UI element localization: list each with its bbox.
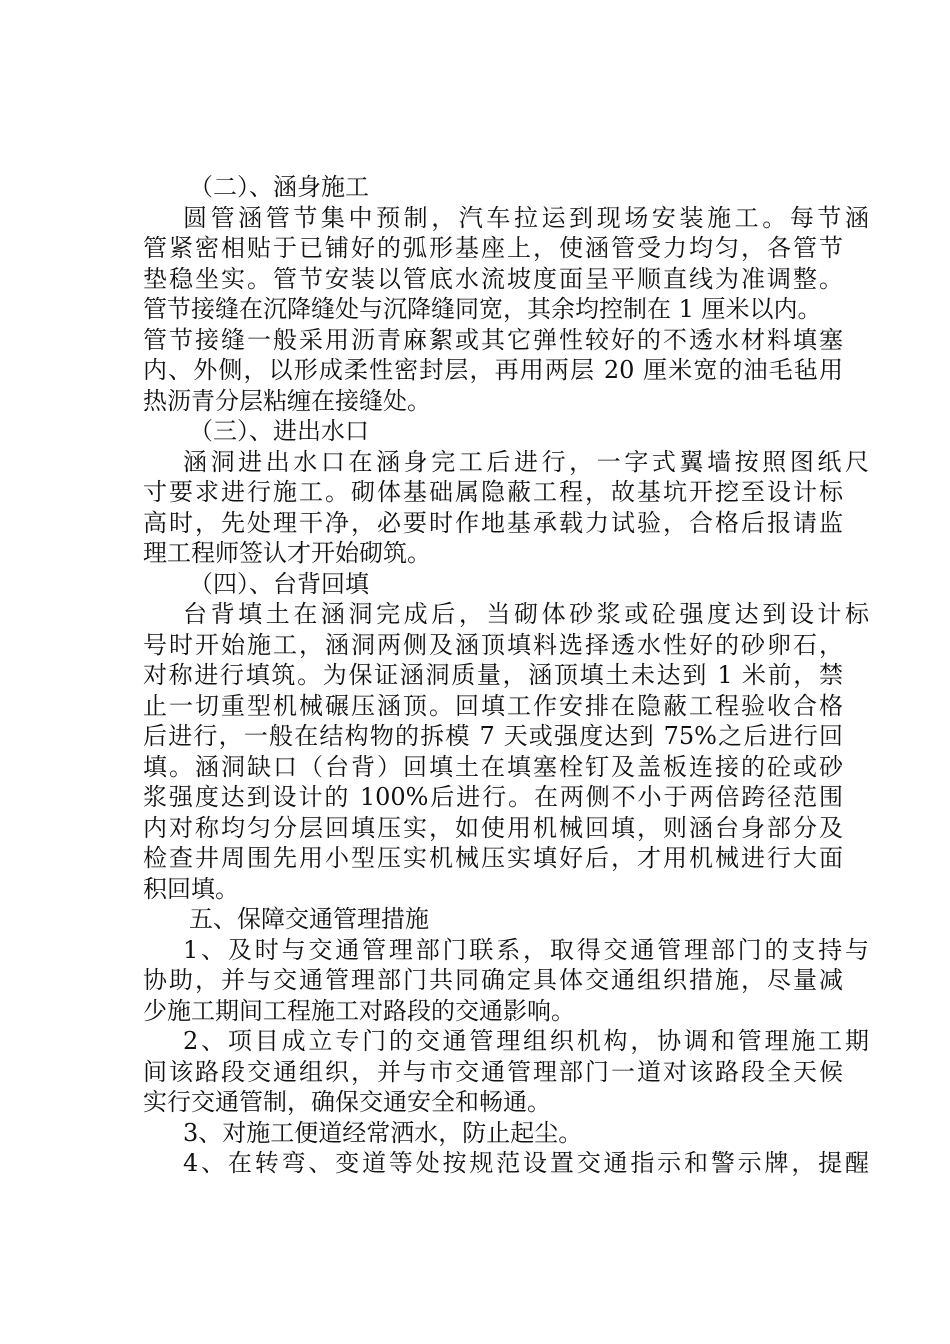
list-item-1-line: 少施工期间工程施工对路段的交通影响。	[143, 996, 575, 1025]
paragraph-line: 圆管涵管节集中预制，汽车拉运到现场安装施工。每节涵	[183, 203, 869, 232]
paragraph-line: 止一切重型机械碾压涵顶。回填工作安排在隐蔽工程验收合格	[143, 691, 843, 720]
paragraph-line: 管节接缝在沉降缝处与沉降缝同宽，其余均控制在 1 厘米以内。	[143, 295, 822, 323]
paragraph-line: 检查井周围先用小型压实机械压实填好后，才用机械进行大面	[143, 844, 843, 872]
paragraph-line: 涵洞进出水口在涵身完工后进行，一字式翼墙按照图纸尺	[183, 447, 869, 476]
list-item-2-line: 间该路段交通组织，并与市交通管理部门一道对该路段全天候	[143, 1057, 843, 1086]
list-item-1-line: 1、及时与交通管理部门联系，取得交通管理部门的支持与	[183, 935, 869, 964]
paragraph-line: 浆强度达到设计的 100%后进行。在两侧不小于两倍跨径范围	[143, 783, 843, 811]
section-heading-traffic-measures: 五、保障交通管理措施	[189, 905, 429, 933]
paragraph-line: 号时开始施工，涵洞两侧及涵顶填料选择透水性好的砂卵石，	[143, 630, 843, 659]
section-heading-culvert-body: （二）、涵身施工	[189, 173, 369, 201]
paragraph-line: 填。涵洞缺口（台背）回填土在填塞栓钉及盖板连接的砼或砂	[143, 752, 843, 781]
paragraph-line: 理工程师签认才开始砌筑。	[143, 539, 431, 567]
paragraph-line: 垫稳坐实。管节安装以管底水流坡度面呈平顺直线为准调整。	[143, 264, 843, 293]
list-item-3-line: 3、对施工便道经常洒水，防止起尘。	[183, 1118, 583, 1147]
list-item-2-line: 实行交通管制，确保交通安全和畅通。	[143, 1088, 551, 1116]
document-body	[143, 172, 869, 1179]
list-item-1-line: 协助，并与交通管理部门共同确定具体交通组织措施，尽量减	[143, 966, 843, 994]
paragraph-line: 高时，先处理干净，必要时作地基承载力试验，合格后报请监	[143, 508, 843, 537]
paragraph-line: 寸要求进行施工。砌体基础属隐蔽工程，故基坑开挖至设计标	[143, 478, 843, 506]
section-heading-inlet-outlet: （三）、进出水口	[189, 417, 369, 445]
paragraph-line: 对称进行填筑。为保证涵洞质量，涵顶填土未达到 1 米前，禁	[143, 661, 843, 689]
list-item-2-line: 2、项目成立专门的交通管理组织机构，协调和管理施工期	[183, 1027, 869, 1055]
paragraph-line: 后进行，一般在结构物的拆模 7 天或强度达到 75%之后进行回	[143, 722, 843, 750]
section-heading-backfill: （四）、台背回填	[189, 569, 369, 598]
paragraph-line: 内对称均匀分层回填压实，如使用机械回填，则涵台身部分及	[143, 813, 843, 842]
paragraph-line: 管节接缝一般采用沥青麻絮或其它弹性较好的不透水材料填塞	[143, 325, 843, 354]
list-item-4-line: 4、在转弯、变道等处按规范设置交通指示和警示牌，提醒	[183, 1149, 869, 1177]
paragraph-line: 管紧密相贴于已铺好的弧形基座上，使涵管受力均匀，各管节	[143, 234, 843, 262]
paragraph-line: 热沥青分层粘缠在接缝处。	[143, 386, 431, 415]
paragraph-line: 内、外侧，以形成柔性密封层，再用两层 20 厘米宽的油毛毡用	[143, 356, 843, 384]
paragraph-line: 积回填。	[143, 874, 239, 903]
paragraph-line: 台背填土在涵洞完成后，当砌体砂浆或砼强度达到设计标	[183, 600, 869, 628]
